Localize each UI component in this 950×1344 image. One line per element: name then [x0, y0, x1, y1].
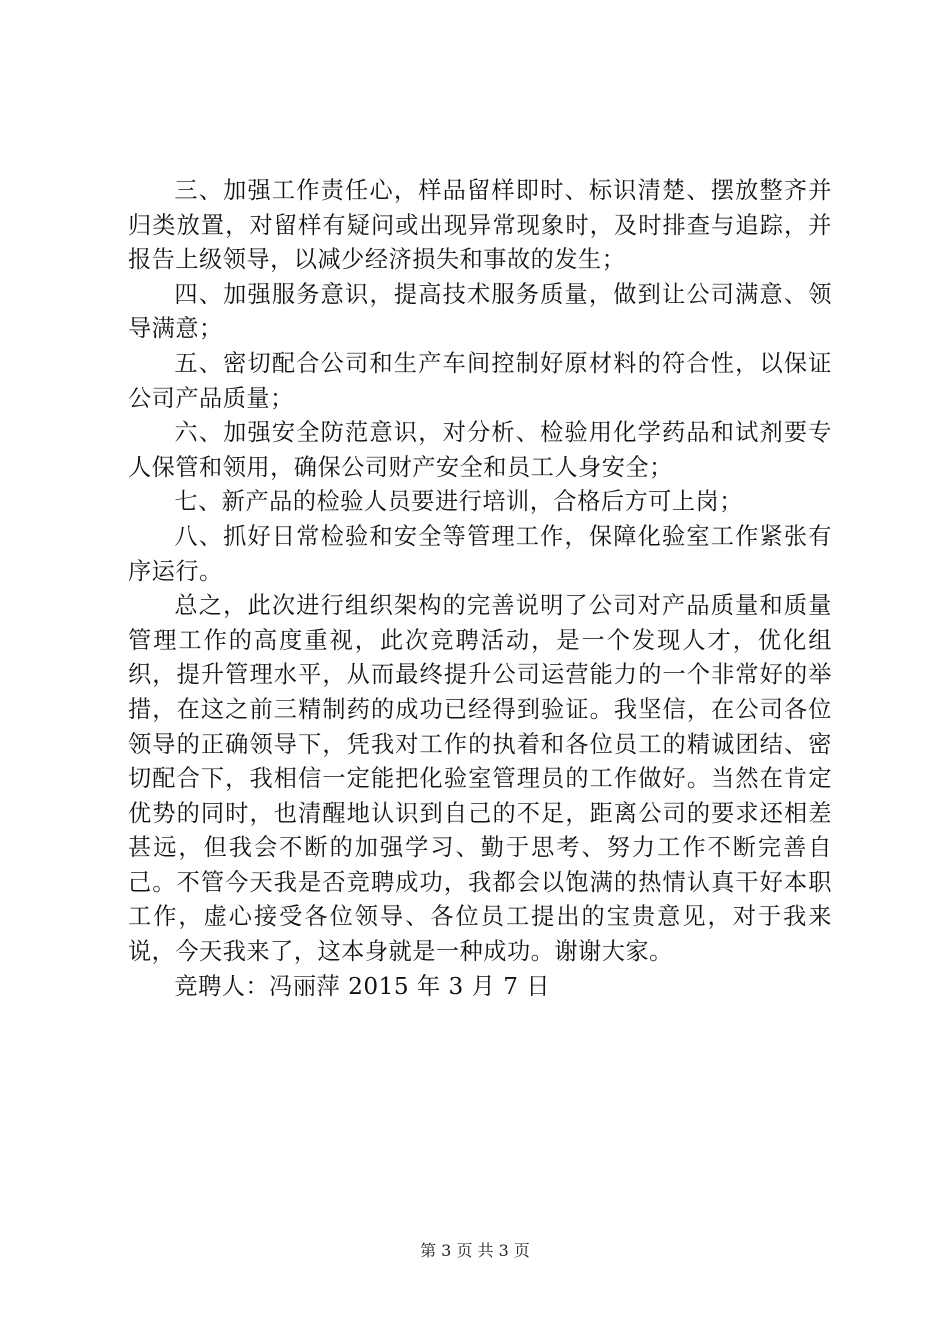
page-footer: 第 3 页 共 3 页 [420, 1241, 530, 1260]
paragraph-item-5: 五、密切配合公司和生产车间控制好原材料的符合性，以保证公司产品质量； [128, 349, 832, 412]
signature-line: 竞聘人：冯丽萍 2015 年 3 月 7 日 [174, 972, 551, 1000]
paragraph-item-4: 四、加强服务意识，提高技术服务质量，做到让公司满意、领导满意； [128, 280, 832, 343]
paragraph-item-7: 七、新产品的检验人员要进行培训，合格后方可上岗； [174, 488, 743, 516]
paragraph-item-6: 六、加强安全防范意识，对分析、检验用化学药品和试剂要专人保管和领用，确保公司财产安全和员工人身安全； [128, 419, 832, 481]
paragraph-item-8: 八、抓好日常检验和安全等管理工作，保障化验室工作紧张有序运行。 [128, 522, 832, 585]
paragraph-conclusion: 总之，此次进行组织架构的完善说明了公司对产品质量和质量管理工作的高度重视，此次竞聘活动，是一个发现人才，优化组织，提升管理水平，从而最终提升公司运营能力的一个非常好的举措，在这之前三精制药的成功已经得到验证。我坚信，在公司各位领导的正确领导下，凭我对工作的执着和各位员工的精诚团结、密切配合下，我相信一定能把化验室管理员的工作做好。当然在肯定优势的同时，也清醒地认识到自己的不足，距离公司的要求还相差甚远，但我会不断的加强学习、勤于思考、努力工作不断完善自己。不管今天我是否竞聘成功，我都会以饱满的热情认真干好本职工作，虚心接受各位领导、各位员工提出的宝贵意见，对于我来说，今天我来了，这本身就是一种成功。谢谢大家。 [128, 592, 832, 966]
paragraph-item-3: 三、加强工作责任心，样品留样即时、标识清楚、摆放整齐并归类放置，对留样有疑问或出现异常现象时，及时排查与追踪，并报告上级领导，以减少经济损失和事故的发生； [128, 177, 832, 274]
document-body [128, 174, 832, 1004]
